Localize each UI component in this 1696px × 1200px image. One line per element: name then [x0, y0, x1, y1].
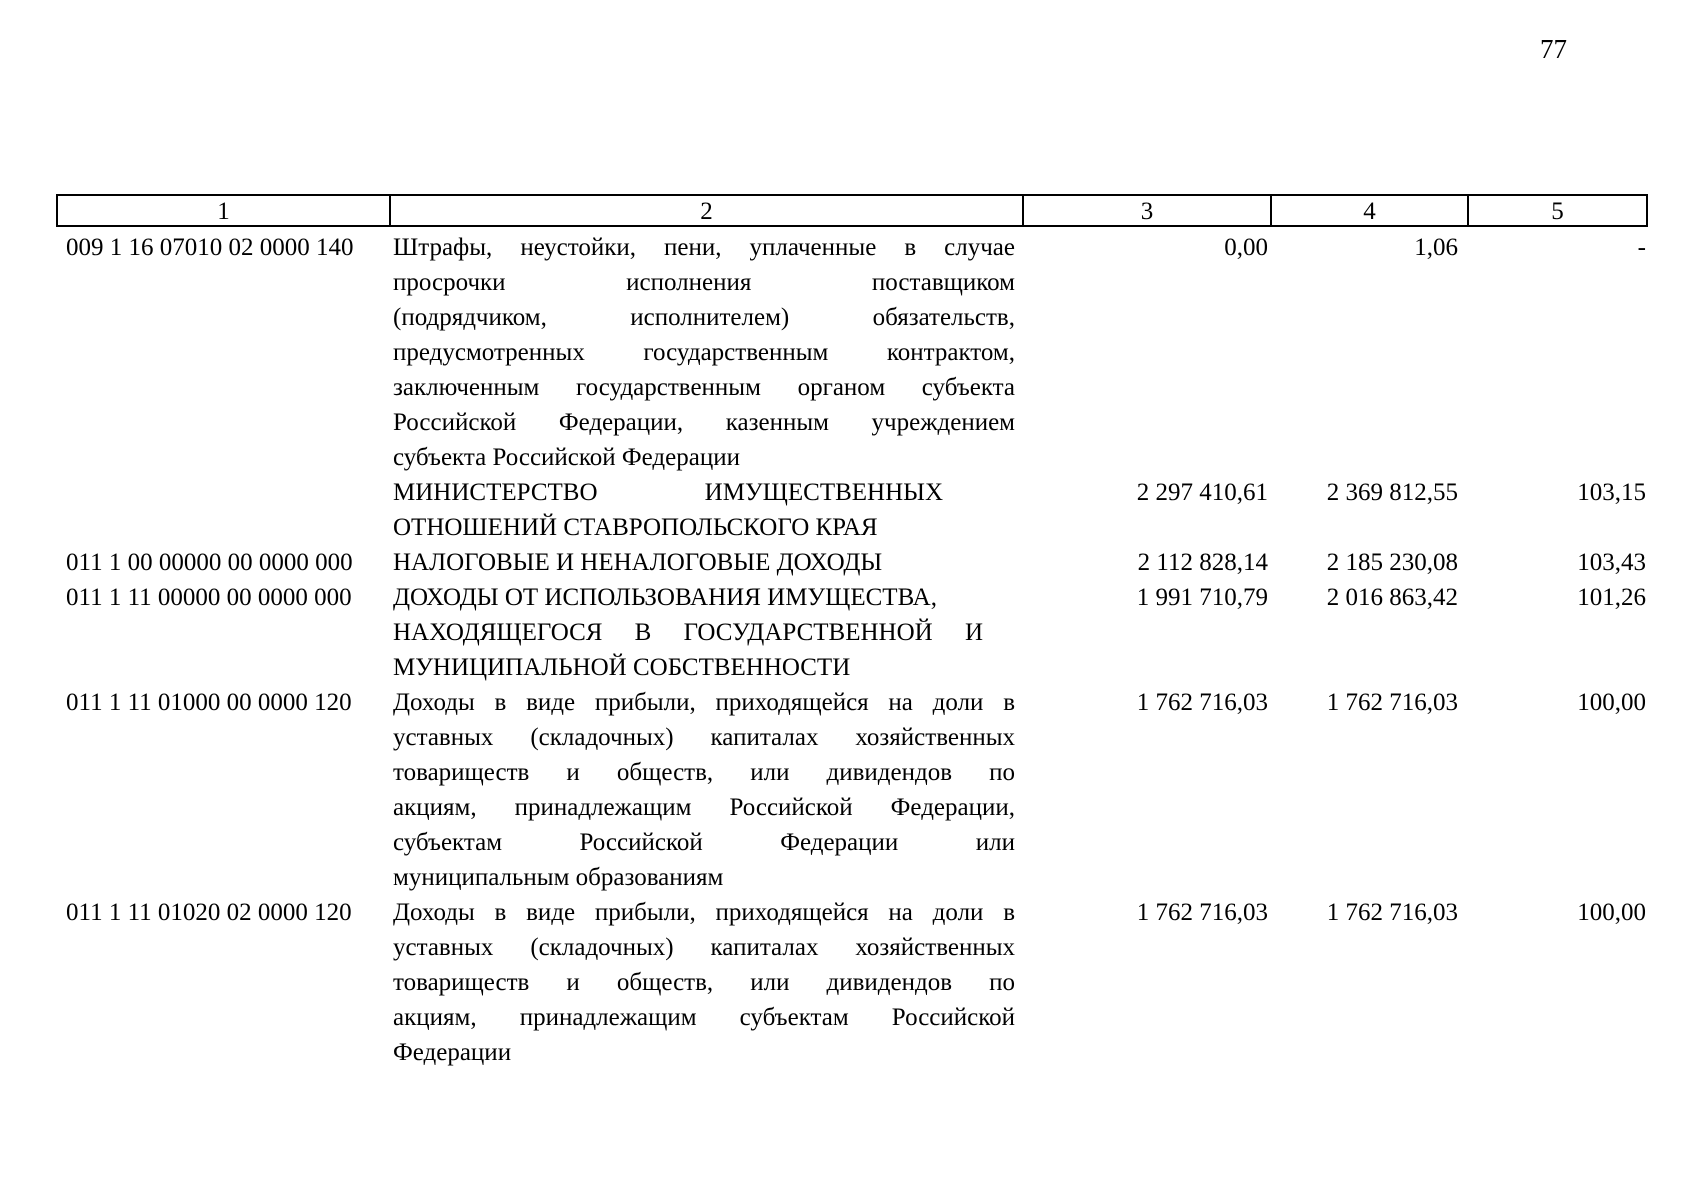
name-line: (подрядчиком, исполнителем) обязательств, — [393, 304, 1015, 331]
value-col4: 1,06 — [1414, 234, 1458, 261]
table-header-row — [56, 194, 1648, 227]
name-line: просрочки исполнения поставщиком — [393, 269, 1015, 296]
name-line: ДОХОДЫ ОТ ИСПОЛЬЗОВАНИЯ ИМУЩЕСТВА, — [393, 584, 937, 611]
value-col3: 1 762 716,03 — [1136, 689, 1268, 716]
name-line: уставных (складочных) капиталах хозяйственных — [393, 934, 1015, 961]
value-col3: 2 297 410,61 — [1136, 479, 1268, 506]
name-line: акциям, принадлежащим Российской Федерации, — [393, 794, 1015, 821]
revenue-code: 009 1 16 07010 02 0000 140 — [66, 234, 354, 261]
name-line: Доходы в виде прибыли, приходящейся на доли в — [393, 689, 1015, 716]
page-number: 77 — [1540, 34, 1567, 64]
revenue-name — [393, 685, 1015, 895]
name-line: Федерации — [393, 1039, 512, 1066]
value-col4: 1 762 716,03 — [1326, 899, 1458, 926]
value-col4: 2 016 863,42 — [1326, 584, 1458, 611]
name-line: товариществ и обществ, или дивидендов по — [393, 759, 1015, 786]
name-line: МИНИСТЕРСТВО ИМУЩЕСТВЕННЫХ — [393, 479, 943, 506]
revenue-name — [393, 475, 1015, 545]
header-cell-5: 5 — [1467, 194, 1648, 227]
value-col5: 101,26 — [1577, 584, 1646, 611]
revenue-name — [393, 895, 1015, 1070]
revenue-code: 011 1 11 01000 00 0000 120 — [66, 689, 352, 716]
name-line: заключенным государственным органом субъекта — [393, 374, 1015, 401]
name-line: НАХОДЯЩЕГОСЯ В ГОСУДАРСТВЕННОЙ И — [393, 619, 983, 646]
name-line: субъектам Российской Федерации или — [393, 829, 1015, 856]
revenue-code: 011 1 00 00000 00 0000 000 — [66, 549, 353, 576]
value-col3: 1 991 710,79 — [1136, 584, 1268, 611]
name-line: ОТНОШЕНИЙ СТАВРОПОЛЬСКОГО КРАЯ — [393, 514, 878, 541]
name-line: Российской Федерации, казенным учреждением — [393, 409, 1015, 436]
name-line: предусмотренных государственным контрактом, — [393, 339, 1015, 366]
name-line: уставных (складочных) капиталах хозяйственных — [393, 724, 1015, 751]
name-line: субъекта Российской Федерации — [393, 444, 740, 471]
value-col4: 2 369 812,55 — [1326, 479, 1458, 506]
value-col3: 0,00 — [1224, 234, 1268, 261]
value-col4: 2 185 230,08 — [1326, 549, 1458, 576]
revenue-code: 011 1 11 01020 02 0000 120 — [66, 899, 352, 926]
value-col4: 1 762 716,03 — [1326, 689, 1458, 716]
name-line: НАЛОГОВЫЕ И НЕНАЛОГОВЫЕ ДОХОДЫ — [393, 549, 883, 576]
name-line: Доходы в виде прибыли, приходящейся на доли в — [393, 899, 1015, 926]
name-line: муниципальным образованиям — [393, 864, 724, 891]
value-col5: 103,15 — [1577, 479, 1646, 506]
revenue-name — [393, 545, 1015, 580]
name-line: Штрафы, неустойки, пени, уплаченные в случае — [393, 234, 1015, 261]
header-cell-1: 1 — [56, 194, 391, 227]
name-line: акциям, принадлежащим субъектам Российской — [393, 1004, 1015, 1031]
value-col3: 1 762 716,03 — [1136, 899, 1268, 926]
header-cell-2: 2 — [389, 194, 1024, 227]
revenue-code: 011 1 11 00000 00 0000 000 — [66, 584, 352, 611]
header-cell-3: 3 — [1022, 194, 1272, 227]
value-col5: 100,00 — [1577, 899, 1646, 926]
revenue-name — [393, 230, 1015, 475]
name-line: товариществ и обществ, или дивидендов по — [393, 969, 1015, 996]
header-cell-4: 4 — [1270, 194, 1469, 227]
value-col5: - — [1637, 234, 1646, 261]
name-line: МУНИЦИПАЛЬНОЙ СОБСТВЕННОСТИ — [393, 654, 851, 681]
value-col3: 2 112 828,14 — [1137, 549, 1268, 576]
value-col5: 103,43 — [1577, 549, 1646, 576]
revenue-name — [393, 580, 1015, 685]
value-col5: 100,00 — [1577, 689, 1646, 716]
